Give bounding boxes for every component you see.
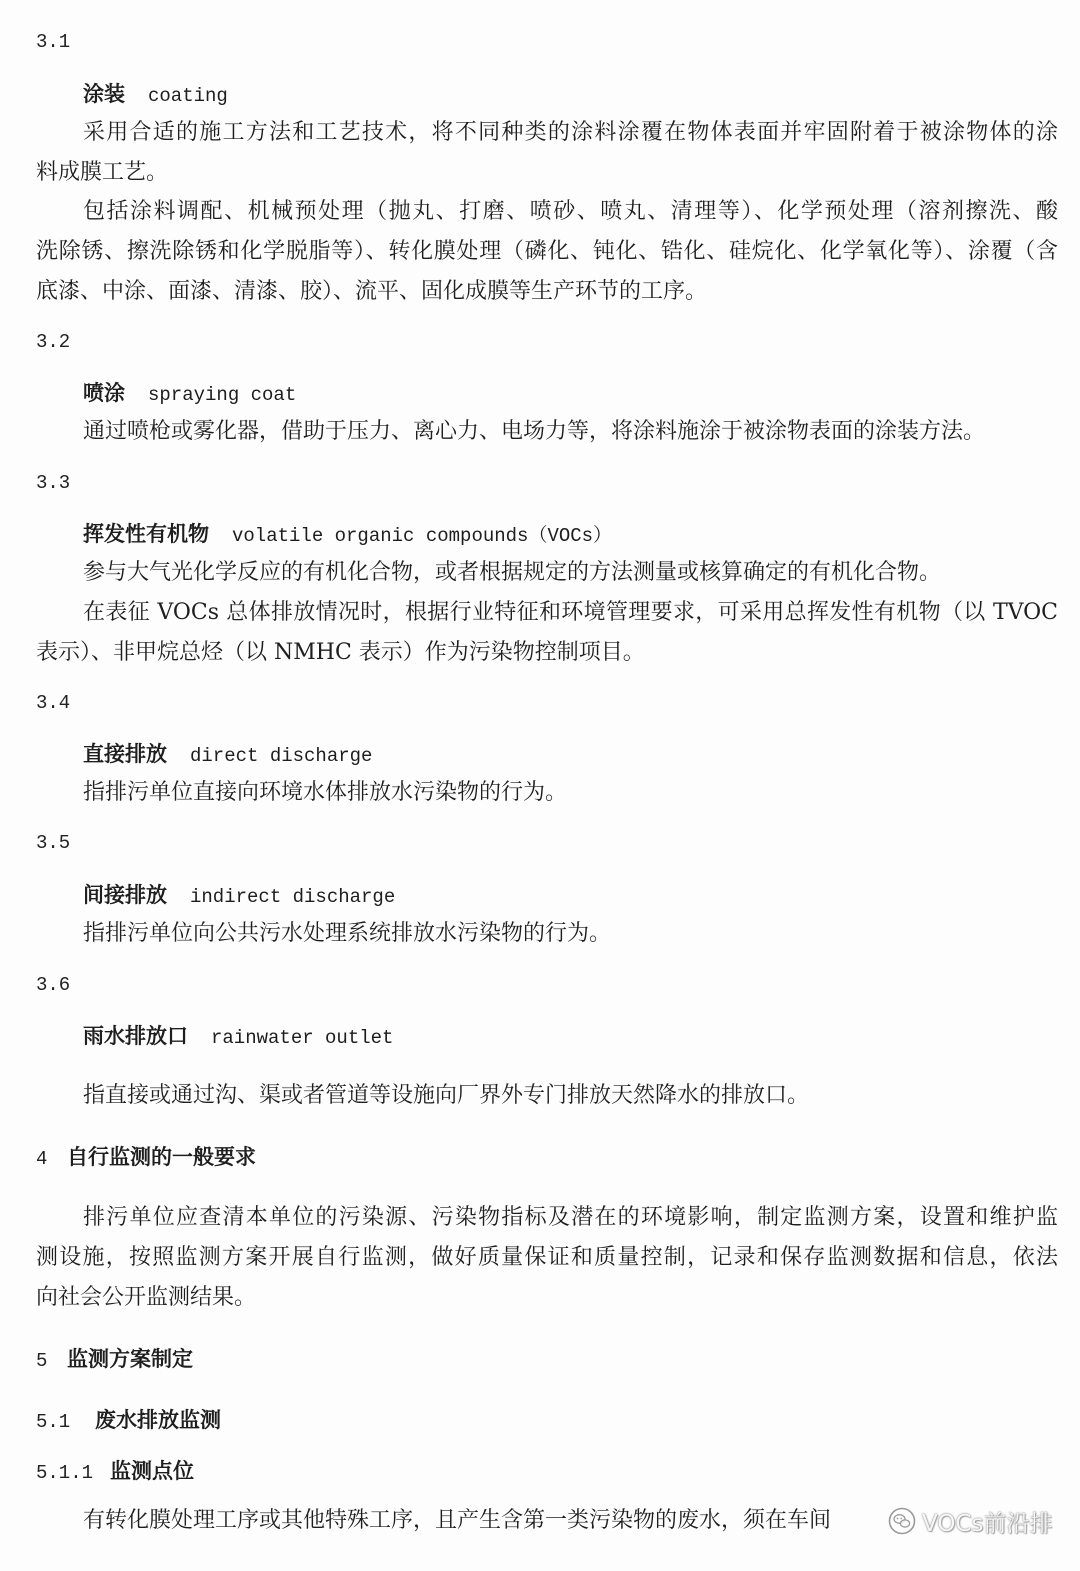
term-en: direct discharge [190, 745, 373, 767]
term-zh: 喷涂 [83, 381, 125, 405]
section-title: 监测方案制定 [67, 1347, 193, 1371]
term-direct-discharge [83, 739, 372, 769]
clause-number-3-2: 3.2 [36, 331, 71, 353]
paragraph-line: 底漆、中涂、面漆、清漆、胶）、流平、固化成膜等生产环节的工序。 [36, 279, 708, 304]
section-heading-5-1-1 [36, 1456, 194, 1486]
term-indirect-discharge [83, 880, 395, 910]
paragraph-line: 采用合适的施工方法和工艺技术，将不同种类的涂料涂覆在物体表面并牢固附着于被涂物体的涂 [83, 120, 1058, 145]
paragraph-line: 包括涂料调配、机械预处理（抛丸、打磨、喷砂、喷丸、清理等）、化学预处理（溶剂擦洗、酸 [83, 199, 1058, 224]
paragraph-line: 料成膜工艺。 [36, 160, 169, 185]
term-en: spraying coat [148, 384, 297, 406]
term-rainwater-outlet [83, 1021, 393, 1051]
watermark [888, 1506, 1052, 1536]
term-zh: 涂装 [83, 82, 125, 106]
section-title: 监测点位 [110, 1459, 194, 1483]
clause-number-3-4: 3.4 [36, 692, 71, 714]
paragraph-line: 参与大气光化学反应的有机化合物，或者根据规定的方法测量或核算确定的有机化合物。 [83, 560, 942, 585]
wechat-icon [888, 1507, 916, 1535]
paragraph-line: 向社会公开监测结果。 [36, 1285, 257, 1310]
term-zh: 雨水排放口 [83, 1024, 188, 1048]
paragraph-line: 排污单位应查清本单位的污染源、污染物指标及潜在的环境影响，制定监测方案，设置和维护监 [83, 1205, 1058, 1230]
term-zh: 直接排放 [83, 742, 167, 766]
term-coating [83, 79, 228, 109]
section-heading-4 [36, 1142, 256, 1172]
paragraph-line: 测设施，按照监测方案开展自行监测，做好质量保证和质量控制，记录和保存监测数据和信息，依法 [36, 1245, 1058, 1270]
section-heading-5 [36, 1344, 193, 1374]
paragraph-line: 通过喷枪或雾化器，借助于压力、离心力、电场力等，将涂料施涂于被涂物表面的涂装方法。 [83, 419, 986, 444]
section-number: 5.1.1 [36, 1462, 94, 1484]
section-number: 5.1 [36, 1411, 71, 1433]
clause-number-3-3: 3.3 [36, 472, 71, 494]
paragraph-line: 指直接或通过沟、渠或者管道等设施向厂界外专门排放天然降水的排放口。 [83, 1083, 810, 1108]
paragraph-line: 在表征 VOCs 总体排放情况时，根据行业特征和环境管理要求，可采用总挥发性有机物（以 TVOC [83, 600, 1058, 625]
paragraph-line: 有转化膜处理工序或其他特殊工序，且产生含第一类污染物的废水，须在车间 [83, 1508, 832, 1533]
section-title: 自行监测的一般要求 [67, 1145, 256, 1169]
paragraph-line: 指排污单位向公共污水处理系统排放水污染物的行为。 [83, 921, 612, 946]
watermark-text: VOCs前沿排 [922, 1510, 1053, 1537]
term-spraying-coat [83, 378, 296, 408]
section-heading-5-1 [36, 1405, 221, 1435]
term-en: coating [148, 85, 228, 107]
term-en: indirect discharge [190, 886, 396, 908]
paragraph-line: 表示）、非甲烷总烃（以 NMHC 表示）作为污染物控制项目。 [36, 640, 645, 665]
term-en: rainwater outlet [211, 1027, 394, 1049]
section-number: 4 [36, 1148, 48, 1170]
clause-number-3-6: 3.6 [36, 974, 71, 996]
clause-number-3-5: 3.5 [36, 832, 71, 854]
term-zh: 挥发性有机物 [83, 522, 209, 546]
term-vocs [83, 519, 612, 549]
section-number: 5 [36, 1350, 48, 1372]
clause-number-3-1: 3.1 [36, 31, 71, 53]
paragraph-line: 洗除锈、擦洗除锈和化学脱脂等）、转化膜处理（磷化、钝化、锆化、硅烷化、化学氧化等）、涂覆（含 [36, 239, 1058, 264]
section-title: 废水排放监测 [95, 1408, 221, 1432]
paragraph-line: 指排污单位直接向环境水体排放水污染物的行为。 [83, 780, 568, 805]
term-zh: 间接排放 [83, 883, 167, 907]
term-en: volatile organic compounds（VOCs） [232, 525, 613, 547]
